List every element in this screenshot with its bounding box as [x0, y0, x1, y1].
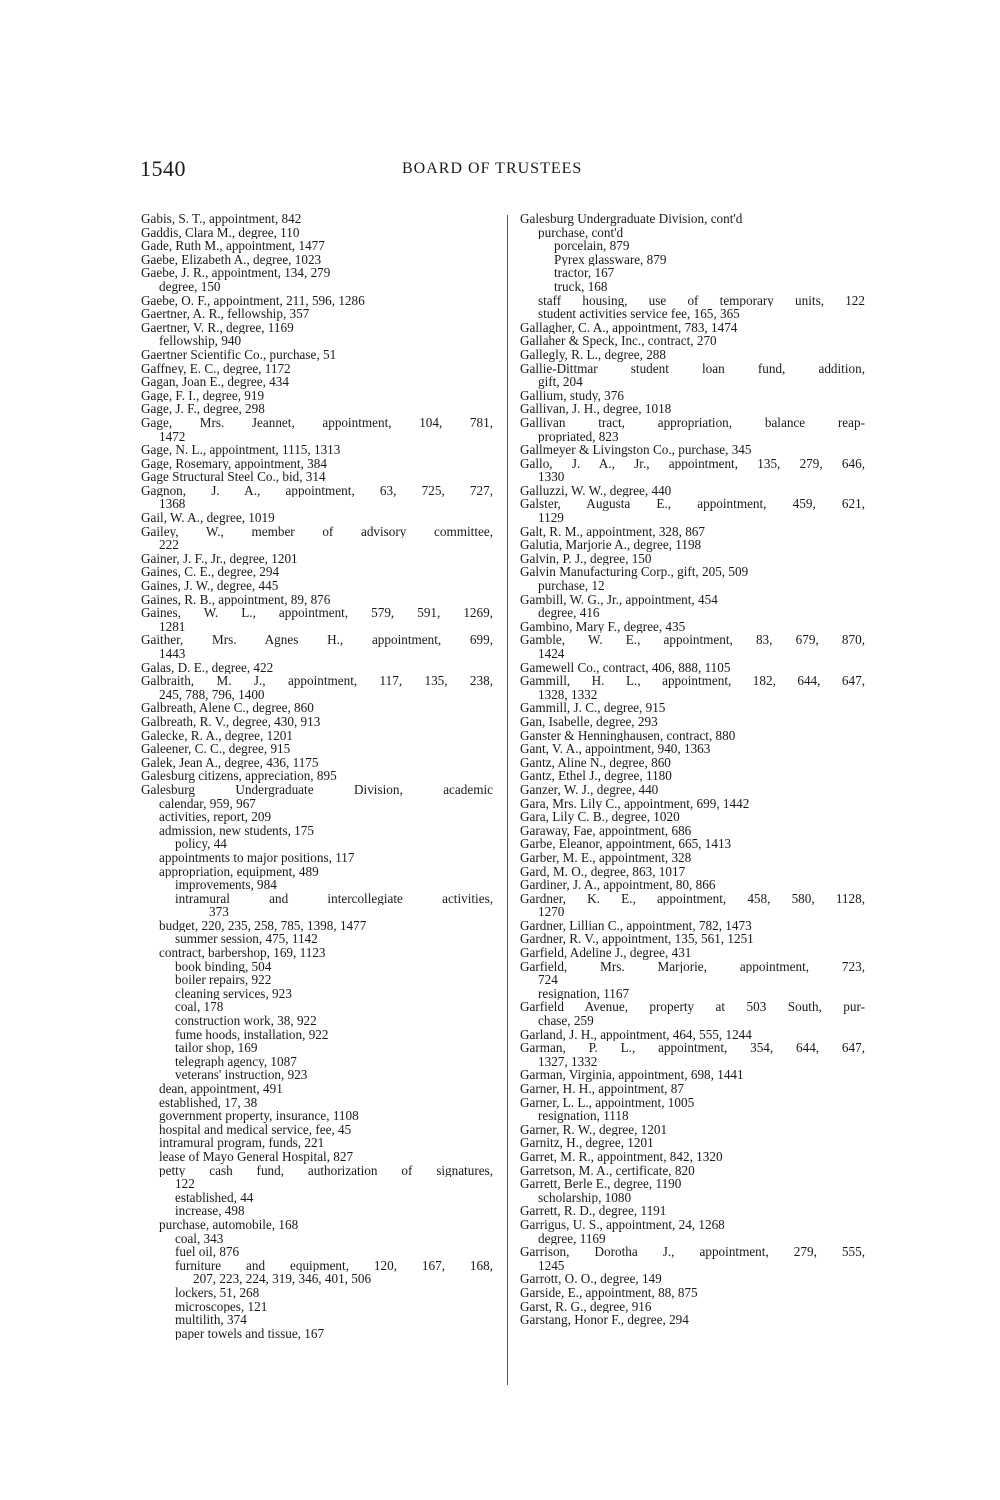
index-entry: Gardner, K. E., appointment, 458, 580, 1128, [520, 891, 865, 906]
index-entry: Gallagher, C. A., appointment, 783, 1474 [520, 320, 738, 335]
index-entry: lockers, 51, 268 [175, 1285, 260, 1300]
index-entry: degree, 150 [159, 279, 221, 294]
index-entry: Gaertner, A. R., fellowship, 357 [141, 307, 310, 321]
index-entry: petty cash fund, authorization of signatures, [159, 1163, 493, 1178]
index-entry: paper towels and tissue, 167 [175, 1326, 325, 1341]
index-entry: boiler repairs, 922 [175, 973, 272, 987]
index-entry: degree, 1169 [538, 1231, 606, 1246]
index-entry: Pyrex glassware, 879 [554, 252, 667, 267]
index-entry: 1245 [538, 1258, 565, 1273]
index-entry: multilith, 374 [175, 1313, 247, 1327]
index-entry: lease of Mayo General Hospital, 827 [159, 1149, 354, 1164]
index-entry: truck, 168 [554, 279, 608, 294]
page-number: 1540 [140, 156, 186, 181]
index-entry: veterans' instruction, 923 [175, 1068, 308, 1082]
index-entry: hospital and medical service, fee, 45 [159, 1122, 352, 1137]
index-entry: 724 [538, 973, 558, 987]
index-entry: policy, 44 [175, 837, 227, 851]
index-entry: Gallivan, J. H., degree, 1018 [520, 402, 672, 416]
index-entry: Garnitz, H., degree, 1201 [520, 1136, 654, 1150]
index-entry: 1281 [159, 619, 186, 634]
index-entry: furniture and equipment, 120, 167, 168, [175, 1258, 493, 1273]
index-entry: 1472 [159, 429, 186, 444]
index-entry: 222 [159, 538, 179, 552]
index-entry: Gambill, W. G., Jr., appointment, 454 [520, 592, 718, 607]
index-entry: tractor, 167 [554, 266, 615, 280]
index-entry: resignation, 1167 [538, 986, 630, 1001]
index-entry: coal, 343 [175, 1231, 224, 1246]
index-entry: Garret, M. R., appointment, 842, 1320 [520, 1149, 723, 1164]
index-entry: Galutia, Marjorie A., degree, 1198 [520, 538, 702, 552]
index-entry: tailor shop, 169 [175, 1041, 258, 1055]
index-entry: contract, barbershop, 169, 1123 [159, 946, 326, 960]
index-entry: Gardner, Lillian C., appointment, 782, 1473 [520, 918, 752, 933]
index-entry: resignation, 1118 [538, 1109, 629, 1123]
index-entry: Gaertner Scientific Co., purchase, 51 [141, 347, 337, 362]
index-entry: cleaning services, 923 [175, 986, 292, 1001]
index-entry: Garrigus, U. S., appointment, 24, 1268 [520, 1217, 725, 1232]
index-entry: Ganster & Henninghausen, contract, 880 [520, 728, 736, 743]
index-entry: Garrott, O. O., degree, 149 [520, 1272, 662, 1286]
index-entry: 1327, 1332 [538, 1054, 598, 1069]
index-entry: gift, 204 [538, 375, 583, 389]
index-entry: Galesburg citizens, appreciation, 895 [141, 769, 337, 783]
index-entry: Gallegly, R. L., degree, 288 [520, 347, 666, 362]
index-entry: purchase, automobile, 168 [159, 1217, 299, 1232]
running-title: BOARD OF TRUSTEES [402, 160, 583, 177]
index-entry: Galeener, C. C., degree, 915 [141, 742, 291, 756]
index-entry: Garbe, Eleanor, appointment, 665, 1413 [520, 837, 732, 851]
index-entry: Gaines, J. W., degree, 445 [141, 579, 279, 593]
index-entry: Gainer, J. F., Jr., degree, 1201 [141, 551, 298, 566]
index-entry: purchase, cont'd [538, 225, 624, 240]
index-entry: student activities service fee, 165, 365 [538, 307, 740, 321]
index-entry: Gallium, study, 376 [520, 388, 624, 403]
index-entry: Gaines, R. B., appointment, 89, 876 [141, 592, 331, 607]
index-entry: established, 44 [175, 1190, 254, 1205]
index-entry: 1368 [159, 497, 186, 512]
index-entry: Garber, M. E., appointment, 328 [520, 850, 692, 865]
index-entry: Gagnon, J. A., appointment, 63, 725, 727, [141, 483, 493, 498]
index-entry: Galas, D. E., degree, 422 [141, 660, 274, 675]
index-entry: scholarship, 1080 [538, 1190, 632, 1205]
index-entry: Gage, F. I., degree, 919 [141, 388, 265, 403]
index-entry: Gaither, Mrs. Agnes H., appointment, 699, [141, 633, 493, 647]
index-entry: fuel oil, 876 [175, 1245, 240, 1259]
index-entry: Gade, Ruth M., appointment, 1477 [141, 239, 325, 253]
index-entry: Gard, M. O., degree, 863, 1017 [520, 864, 686, 879]
index-entry: Garretson, M. A., certificate, 820 [520, 1163, 695, 1178]
index-entry: 1270 [538, 905, 565, 919]
index-entry: Garman, P. L., appointment, 354, 644, 647, [520, 1041, 865, 1055]
index-entry: appropriation, equipment, 489 [159, 864, 319, 879]
index-entry: porcelain, 879 [554, 239, 630, 253]
index-entry: Garfield, Adeline J., degree, 431 [520, 946, 692, 960]
index-entry: Gallo, J. A., Jr., appointment, 135, 279, 646, [520, 456, 865, 471]
index-entry: Gammill, H. L., appointment, 182, 644, 647, [520, 674, 865, 688]
index-entry: Galbraith, M. J., appointment, 117, 135, 238, [141, 674, 493, 688]
index-entry: Gallaher & Speck, Inc., contract, 270 [520, 334, 717, 348]
index-entry: Gage, J. F., degree, 298 [141, 402, 265, 416]
index-entry: degree, 416 [538, 606, 600, 620]
index-entry: Garfield Avenue, property at 503 South, pur- [520, 1000, 865, 1015]
index-entry: Garrett, Berle E., degree, 1190 [520, 1177, 682, 1191]
index-entry: 122 [175, 1177, 195, 1191]
index-entry: Galek, Jean A., degree, 436, 1175 [141, 755, 319, 770]
index-entry: Gamble, W. E., appointment, 83, 679, 870, [520, 633, 865, 647]
index-entry: Gaffney, E. C., degree, 1172 [141, 361, 291, 376]
index-entry: Gailey, W., member of advisory committee, [141, 524, 493, 539]
index-entry: fellowship, 940 [159, 334, 242, 348]
index-entry: improvements, 984 [175, 878, 277, 892]
column-divider [507, 215, 508, 1385]
index-entry: Gambino, Mary F., degree, 435 [520, 619, 686, 634]
index-entry: telegraph agency, 1087 [175, 1054, 297, 1069]
index-entry: Galesburg Undergraduate Division, academic [141, 782, 493, 797]
index-entry: Gail, W. A., degree, 1019 [141, 511, 275, 525]
index-entry: Gara, Mrs. Lily C., appointment, 699, 1442 [520, 796, 750, 811]
index-entry: Garaway, Fae, appointment, 686 [520, 823, 692, 838]
index-entry: Gagan, Joan E., degree, 434 [141, 375, 289, 389]
index-entry: Gan, Isabelle, degree, 293 [520, 714, 658, 729]
index-entry: purchase, 12 [538, 579, 605, 593]
index-entry: Garst, R. G., degree, 916 [520, 1299, 652, 1314]
index-entry: Galster, Augusta E., appointment, 459, 621, [520, 497, 865, 512]
index-entry: intramural program, funds, 221 [159, 1136, 325, 1150]
index-entry: 1424 [538, 647, 565, 661]
index-entry: Garman, Virginia, appointment, 698, 1441 [520, 1068, 744, 1082]
index-entry: Gabis, S. T., appointment, 842 [141, 212, 302, 226]
index-entry: microscopes, 121 [175, 1299, 268, 1314]
index-entry: Garner, R. W., degree, 1201 [520, 1122, 668, 1137]
index-entry: Gardiner, J. A., appointment, 80, 866 [520, 878, 716, 892]
index-entry: Gantz, Ethel J., degree, 1180 [520, 769, 672, 783]
index-entry: calendar, 959, 967 [159, 796, 256, 811]
index-entry: Gage, Mrs. Jeannet, appointment, 104, 781, [141, 415, 493, 430]
index-entry: appointments to major positions, 117 [159, 850, 355, 865]
index-column-right [520, 212, 865, 1327]
index-entry: Garside, E., appointment, 88, 875 [520, 1285, 698, 1300]
index-entry: Gaertner, V. R., degree, 1169 [141, 320, 294, 335]
index-entry: Gant, V. A., appointment, 940, 1363 [520, 742, 711, 756]
index-entry: Garner, H. H., appointment, 87 [520, 1082, 684, 1096]
index-entry: Gammill, J. C., degree, 915 [520, 701, 666, 715]
index-entry: fume hoods, installation, 922 [175, 1027, 329, 1042]
index-entry: activities, report, 209 [159, 810, 272, 824]
index-entry: Gamewell Co., contract, 406, 888, 1105 [520, 660, 731, 675]
index-entry: Gallivan tract, appropriation, balance reap- [520, 415, 865, 430]
index-entry: Galesburg Undergraduate Division, cont'd [520, 212, 743, 226]
index-entry: increase, 498 [175, 1204, 245, 1218]
index-entry: Galbreath, R. V., degree, 430, 913 [141, 714, 321, 729]
index-entry: Gaines, W. L., appointment, 579, 591, 1269, [141, 606, 493, 620]
index-entry: intramural and intercollegiate activities, [175, 891, 493, 906]
index-column-left [141, 212, 493, 1340]
index-entry: Gage Structural Steel Co., bid, 314 [141, 470, 326, 484]
index-entry: Garstang, Honor F., degree, 294 [520, 1313, 689, 1327]
index-entry: Galecke, R. A., degree, 1201 [141, 728, 293, 743]
index-entry: 1328, 1332 [538, 687, 598, 702]
index-entry: government property, insurance, 1108 [159, 1109, 359, 1123]
index-entry: Galt, R. M., appointment, 328, 867 [520, 524, 705, 539]
index-entry: Garland, J. H., appointment, 464, 555, 1244 [520, 1027, 752, 1042]
index-entry: Gaebe, Elizabeth A., degree, 1023 [141, 252, 322, 267]
index-entry: 1129 [538, 511, 564, 525]
index-entry: established, 17, 38 [159, 1095, 258, 1110]
index-entry: admission, new students, 175 [159, 823, 314, 838]
index-entry: construction work, 38, 922 [175, 1014, 317, 1028]
index-entry: coal, 178 [175, 1000, 224, 1015]
index-entry: 1330 [538, 470, 565, 484]
index-entry: 245, 788, 796, 1400 [159, 687, 265, 702]
index-entry: summer session, 475, 1142 [175, 932, 318, 947]
index-entry: Gage, N. L., appointment, 1115, 1313 [141, 443, 341, 457]
index-entry: Gallie-Dittmar student loan fund, addition, [520, 361, 865, 376]
index-entry: Galluzzi, W. W., degree, 440 [520, 483, 672, 498]
index-entry: Gantz, Aline N., degree, 860 [520, 755, 671, 770]
index-entry: Gara, Lily C. B., degree, 1020 [520, 810, 680, 824]
page-header [140, 156, 860, 186]
index-entry: Gardner, R. V., appointment, 135, 561, 1251 [520, 932, 754, 947]
index-entry: chase, 259 [538, 1014, 594, 1028]
index-entry: dean, appointment, 491 [159, 1082, 283, 1096]
index-entry: Gage, Rosemary, appointment, 384 [141, 456, 327, 471]
index-entry: Garner, L. L., appointment, 1005 [520, 1095, 695, 1110]
index-entry: Garrett, R. D., degree, 1191 [520, 1204, 667, 1218]
index-entry: Gaebe, J. R., appointment, 134, 279 [141, 266, 331, 280]
index-entry: book binding, 504 [175, 959, 272, 974]
index-entry: 1443 [159, 647, 186, 661]
index-entry: 207, 223, 224, 319, 346, 401, 506 [193, 1272, 372, 1286]
index-entry: budget, 220, 235, 258, 785, 1398, 1477 [159, 918, 367, 933]
index-entry: Garrison, Dorotha J., appointment, 279, 555, [520, 1245, 865, 1259]
index-entry: Gallmeyer & Livingston Co., purchase, 345 [520, 443, 752, 457]
index-entry: Garfield, Mrs. Marjorie, appointment, 723, [520, 959, 865, 974]
index-entry: Gaines, C. E., degree, 294 [141, 565, 280, 580]
index-entry: Galvin, P. J., degree, 150 [520, 551, 652, 566]
index-entry: Gaebe, O. F., appointment, 211, 596, 1286 [141, 293, 365, 308]
index-entry: staff housing, use of temporary units, 122 [538, 293, 865, 308]
index-entry: Galvin Manufacturing Corp., gift, 205, 509 [520, 565, 749, 580]
index-entry: 373 [209, 905, 229, 919]
index-entry: Gaddis, Clara M., degree, 110 [141, 225, 300, 240]
index-entry: Galbreath, Alene C., degree, 860 [141, 701, 314, 715]
index-entry: Ganzer, W. J., degree, 440 [520, 782, 659, 797]
index-entry: propriated, 823 [538, 429, 619, 444]
